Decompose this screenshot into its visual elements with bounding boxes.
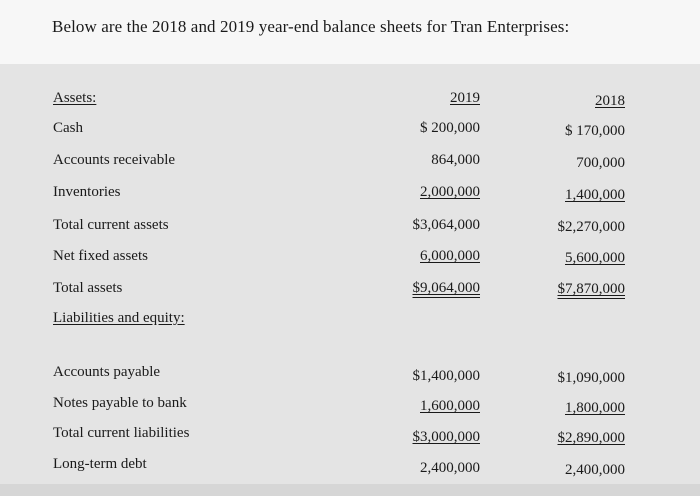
value-2018: 1,400,000 <box>565 187 625 203</box>
row-label: Inventories <box>53 184 121 200</box>
row-label: Net fixed assets <box>53 248 148 264</box>
table-row <box>0 152 700 176</box>
value-2018: 5,600,000 <box>565 250 625 266</box>
column-header-2019: 2019 <box>450 90 480 106</box>
value-2018: $2,890,000 <box>557 430 625 446</box>
table-row <box>0 456 700 480</box>
value-2018: $7,870,000 <box>557 281 625 297</box>
row-label: Accounts payable <box>53 364 161 380</box>
value-2019: $ 200,000 <box>420 120 480 136</box>
value-2018: $1,090,000 <box>557 370 625 386</box>
table-row <box>0 395 700 419</box>
table-row <box>0 184 700 208</box>
row-label: Total current liabilities <box>53 425 190 441</box>
row-label: Accounts receivable <box>53 152 176 168</box>
value-2018: 1,800,000 <box>565 400 625 416</box>
assets-header: Assets: <box>53 90 97 106</box>
title-bar <box>0 0 700 64</box>
value-2019: 1,600,000 <box>420 398 480 414</box>
liabilities-header: Liabilities and equity: <box>53 310 185 326</box>
liabilities-header-row <box>0 310 700 334</box>
value-2019: $1,400,000 <box>412 368 480 384</box>
row-label: Cash <box>53 120 83 136</box>
column-header-2018: 2018 <box>595 93 625 109</box>
value-2019: 6,000,000 <box>420 248 480 264</box>
value-2019: 2,000,000 <box>420 184 480 200</box>
value-2018: 700,000 <box>576 155 625 171</box>
value-2019: 2,400,000 <box>420 460 480 476</box>
value-2019: $3,064,000 <box>412 217 480 233</box>
row-label: Total assets <box>53 280 123 296</box>
value-2019: 864,000 <box>431 152 480 168</box>
row-label: Long-term debt <box>53 456 147 472</box>
row-label: Total current assets <box>53 217 169 233</box>
row-label: Notes payable to bank <box>53 395 187 411</box>
table-row <box>0 120 700 144</box>
value-2018: $ 170,000 <box>565 123 625 139</box>
table-row <box>0 280 700 304</box>
table-row <box>0 217 700 241</box>
assets-header-row <box>0 90 700 114</box>
value-2018: $2,270,000 <box>557 219 625 235</box>
value-2019: $9,064,000 <box>412 280 480 296</box>
value-2018: 2,400,000 <box>565 462 625 478</box>
table-row <box>0 364 700 388</box>
table-row <box>0 248 700 272</box>
value-2019: $3,000,000 <box>412 429 480 445</box>
page-title: Below are the 2018 and 2019 year-end balance sheets for Tran Enterprises: <box>52 17 570 36</box>
bottom-edge <box>0 484 700 496</box>
table-row <box>0 425 700 449</box>
